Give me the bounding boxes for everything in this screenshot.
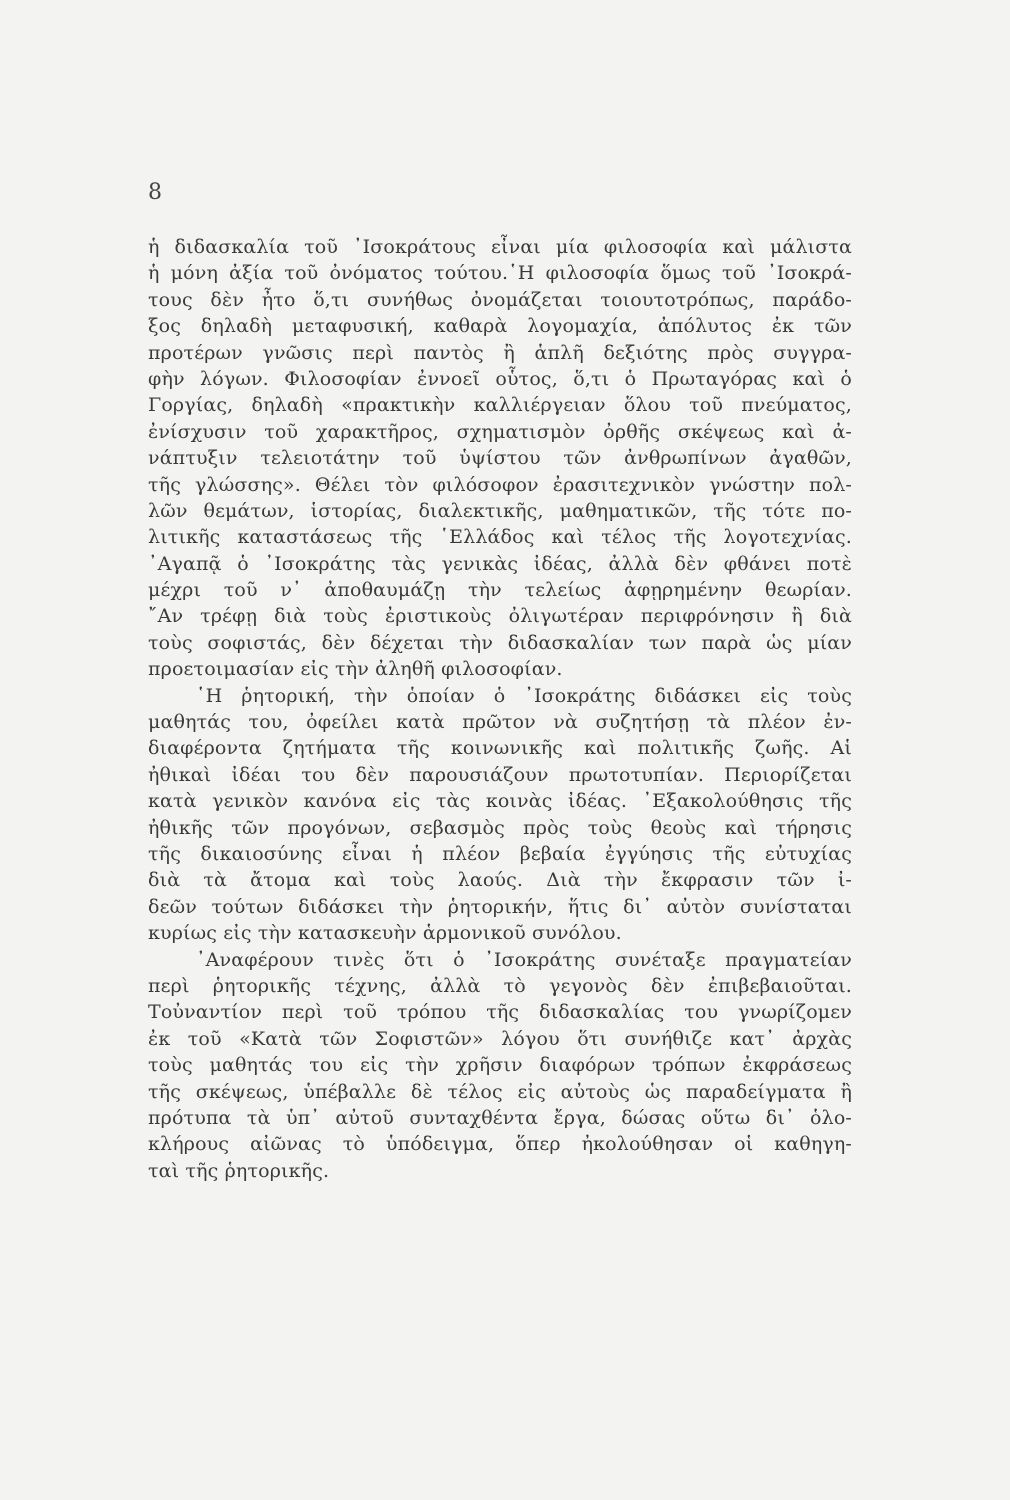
text-line: μέχρι τοῦ ν᾿ ἀποθαυμάζῃ τὴν τελείως ἀφῃρημένην θεωρίαν. [148, 579, 852, 602]
text-line: ἠθικῆς τῶν προγόνων, σεβασμὸς πρὸς τοὺς θεοὺς καὶ τήρησις [148, 816, 852, 839]
text-line: τῆς σκέψεως, ὑπέβαλλε δὲ τέλος εἰς αὐτοὺς ὡς παραδείγματα ἢ [148, 1080, 852, 1103]
text-line: ξος δηλαδὴ μεταφυσική, καθαρὰ λογομαχία, ἀπόλυτος ἐκ τῶν [148, 315, 852, 338]
text-line: δεῶν τούτων διδάσκει τὴν ῥητορικήν, ἥτις δι᾿ αὐτὸν συνίσταται [148, 895, 852, 918]
text-line: ᾿Αγαπᾷ ὁ ᾿Ισοκράτης τὰς γενικὰς ἰδέας, ἀλλὰ δὲν φθάνει ποτὲ [148, 552, 852, 575]
text-line: νάπτυξιν τελειοτάτην τοῦ ὑψίστου τῶν ἀνθρωπίνων ἀγαθῶν, [148, 447, 852, 470]
text-line: διὰ τὰ ἄτομα καὶ τοὺς λαούς. Διὰ τὴν ἔκφρασιν τῶν ἰ- [148, 869, 852, 892]
text-line: ἐνίσχυσιν τοῦ χαρακτῆρος, σχηματισμὸν ὀρθῆς σκέψεως καὶ ἀ- [148, 420, 852, 443]
text-line: προετοιμασίαν εἰς τὴν ἀληθῆ φιλοσοφίαν. [148, 658, 563, 681]
text-line: περὶ ῥητορικῆς τέχνης, ἀλλὰ τὸ γεγονὸς δὲν ἐπιβεβαιοῦται. [148, 974, 852, 997]
text-line: προτέρων γνῶσις περὶ παντὸς ἢ ἁπλῆ δεξιότης πρὸς συγγρα- [148, 341, 852, 364]
text-line: τοὺς μαθητάς του εἰς τὴν χρῆσιν διαφόρων τρόπων ἐκφράσεως [148, 1054, 852, 1077]
text-line: κατὰ γενικὸν κανόνα εἰς τὰς κοινὰς ἰδέας. ᾿Εξακολούθησις τῆς [148, 790, 852, 813]
text-line: ᾿Αναφέρουν τινὲς ὅτι ὁ ᾿Ισοκράτης συνέταξε πραγματείαν [196, 948, 852, 971]
text-line: τοὺς σοφιστάς, δὲν δέχεται τὴν διδασκαλίαν των παρὰ ὡς μίαν [148, 631, 852, 654]
text-line: ῾Η ῥητορική, τὴν ὁποίαν ὁ ᾿Ισοκράτης διδάσκει εἰς τοὺς [196, 684, 852, 707]
text-line: κλήρους αἰῶνας τὸ ὑπόδειγμα, ὅπερ ἠκολούθησαν οἱ καθηγη- [148, 1133, 852, 1156]
text-line: τῆς γλώσσης». Θέλει τὸν φιλόσοφον ἐρασιτεχνικὸν γνώστην πολ- [148, 473, 852, 496]
text-line: ἡ διδασκαλία τοῦ ᾿Ισοκράτους εἶναι μία φιλοσοφία καὶ μάλιστα [148, 236, 852, 258]
paragraph-2 [148, 683, 852, 947]
page-number: 8 [148, 180, 162, 205]
text-line: Γοργίας, δηλαδὴ «πρακτικὴν καλλιέργειαν ὅλου τοῦ πνεύματος, [148, 394, 852, 417]
text-line: διαφέροντα ζητήματα τῆς κοινωνικῆς καὶ πολιτικῆς ζωῆς. Αἱ [148, 737, 852, 760]
text-line: κυρίως εἰς τὴν κατασκευὴν ἁρμονικοῦ συνόλου. [148, 922, 622, 945]
text-line: ῎Αν τρέφῃ διὰ τοὺς ἐριστικοὺς ὀλιγωτέραν περιφρόνησιν ἢ διὰ [148, 605, 852, 628]
text-line: λῶν θεμάτων, ἱστορίας, διαλεκτικῆς, μαθηματικῶν, τῆς τότε πο- [148, 499, 852, 522]
text-line: ἠθικαὶ ἰδέαι του δὲν παρουσιάζουν πρωτοτυπίαν. Περιορίζεται [148, 763, 852, 786]
text-line: ταὶ τῆς ῥητορικῆς. [148, 1159, 330, 1182]
text-line: τους δὲν ἦτο ὅ,τι συνήθως ὀνομάζεται τοιουτοτρόπως, παράδο- [148, 288, 852, 311]
text-line: ἡ μόνη ἀξία τοῦ ὀνόματος τούτου.῾Η φιλοσοφία ὅμως τοῦ ᾿Ισοκρά- [148, 262, 852, 285]
text-line: ἐκ τοῦ «Κατὰ τῶν Σοφιστῶν» λόγου ὅτι συνήθιζε κατ᾿ ἀρχὰς [148, 1027, 852, 1050]
text-line: πρότυπα τὰ ὑπ᾿ αὐτοῦ συνταχθέντα ἔργα, δώσας οὕτω δι᾿ ὁλο- [148, 1106, 852, 1129]
text-line: Τοὐναντίον περὶ τοῦ τρόπου τῆς διδασκαλίας του γνωρίζομεν [148, 1001, 852, 1024]
text-line: λιτικῆς καταστάσεως τῆς ῾Ελλάδος καὶ τέλος τῆς λογοτεχνίας. [148, 526, 852, 549]
paragraph-1 [148, 234, 852, 683]
text-line: φὴν λόγων. Φιλοσοφίαν ἐννοεῖ οὗτος, ὅ,τι ὁ Πρωταγόρας καὶ ὁ [148, 367, 852, 390]
text-line: μαθητάς του, ὀφείλει κατὰ πρῶτον νὰ συζητήσῃ τὰ πλέον ἐν- [148, 711, 852, 734]
text-line: τῆς δικαιοσύνης εἶναι ἡ πλέον βεβαία ἐγγύησις τῆς εὐτυχίας [148, 842, 852, 865]
body-text [148, 234, 852, 1184]
paragraph-3 [148, 947, 852, 1185]
